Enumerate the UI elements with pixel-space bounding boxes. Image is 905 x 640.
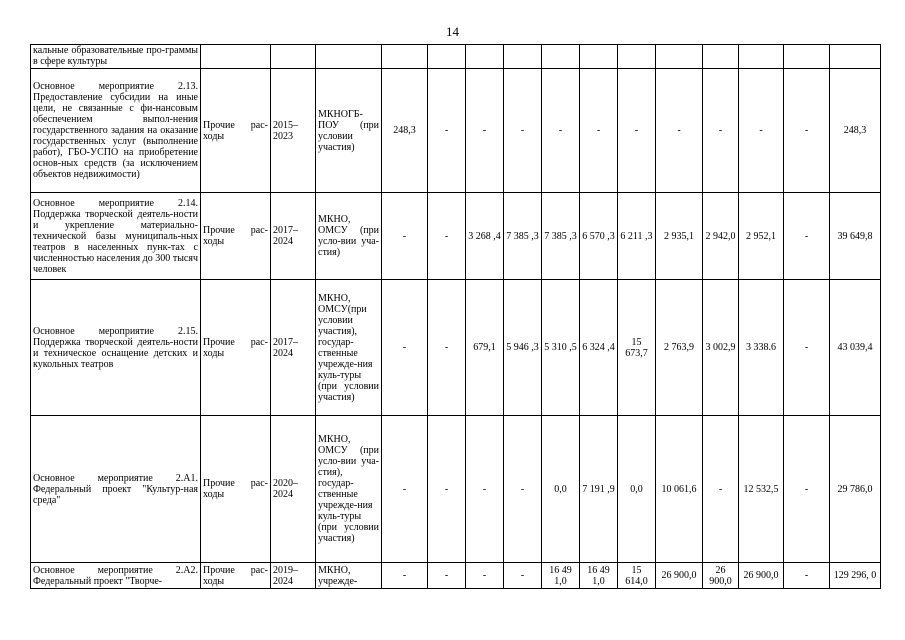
executor xyxy=(316,45,382,69)
value-cell: - xyxy=(382,563,428,589)
executor: МКНО, учрежде- xyxy=(316,563,382,589)
program-table xyxy=(30,44,881,589)
executor: МКНО, ОМСУ (при усло-вии уча-стия), государ-ственные учрежде-ния куль-туры (при условии участия) xyxy=(316,416,382,563)
total-cell: 29 786,0 xyxy=(830,416,881,563)
value-cell: - xyxy=(428,193,466,280)
years: 2017–2024 xyxy=(271,280,316,416)
value-cell: 7 191 ,9 xyxy=(580,416,618,563)
value-cell: 2 952,1 xyxy=(739,193,784,280)
value-cell xyxy=(784,45,830,69)
value-cell: - xyxy=(784,563,830,589)
value-cell: 3 268 ,4 xyxy=(466,193,504,280)
total-cell: 43 039,4 xyxy=(830,280,881,416)
executor: МКНО, ОМСУ (при усло-вии уча-стия) xyxy=(316,193,382,280)
expense-kind: Прочие рас-ходы xyxy=(201,416,271,563)
value-cell xyxy=(580,45,618,69)
value-cell xyxy=(542,45,580,69)
value-cell: - xyxy=(784,280,830,416)
value-cell: 6 324 ,4 xyxy=(580,280,618,416)
value-cell: - xyxy=(703,69,739,193)
value-cell: 3 338.6 xyxy=(739,280,784,416)
measure-description: Основное мероприятие 2.13. Предоставление субсидии на иные цели, не связанные с фи-нансовым обеспечением выпол-нения государственного задания на оказание государственных услуг (выполнение работ), ГБО-УСПО на приобретение основ-ных средств (за исключением объектов недвижимости) xyxy=(31,69,201,193)
value-cell: - xyxy=(784,416,830,563)
table-row xyxy=(31,45,881,69)
value-cell: 26 900,0 xyxy=(739,563,784,589)
value-cell: 26 900,0 xyxy=(656,563,703,589)
value-cell: - xyxy=(703,416,739,563)
value-cell: 679,1 xyxy=(466,280,504,416)
expense-kind: Прочие рас-ходы xyxy=(201,193,271,280)
total-cell: 39 649,8 xyxy=(830,193,881,280)
value-cell: - xyxy=(504,69,542,193)
value-cell xyxy=(656,45,703,69)
value-cell xyxy=(382,45,428,69)
value-cell: 5 946 ,3 xyxy=(504,280,542,416)
table-row xyxy=(31,193,881,280)
value-cell: - xyxy=(382,416,428,563)
value-cell: - xyxy=(428,69,466,193)
total-cell: 248,3 xyxy=(830,69,881,193)
value-cell: 10 061,6 xyxy=(656,416,703,563)
table-row xyxy=(31,280,881,416)
value-cell: - xyxy=(739,69,784,193)
years: 2020–2024 xyxy=(271,416,316,563)
value-cell: 3 002,9 xyxy=(703,280,739,416)
years: 2019–2024 xyxy=(271,563,316,589)
value-cell: - xyxy=(428,416,466,563)
measure-description: Основное мероприятие 2.А1. Федеральный проект "Культур-ная среда" xyxy=(31,416,201,563)
value-cell: - xyxy=(542,69,580,193)
value-cell: 5 310 ,5 xyxy=(542,280,580,416)
value-cell xyxy=(466,45,504,69)
executor: МКНО, ОМСУ(при условии участия), государ-ственные учрежде-ния куль-туры (при условии участия) xyxy=(316,280,382,416)
expense-kind xyxy=(201,45,271,69)
expense-kind: Прочие рас-ходы xyxy=(201,280,271,416)
value-cell xyxy=(739,45,784,69)
expense-kind: Прочие рас-ходы xyxy=(201,69,271,193)
value-cell: 6 570 ,3 xyxy=(580,193,618,280)
value-cell: 7 385 ,3 xyxy=(504,193,542,280)
value-cell: - xyxy=(382,280,428,416)
value-cell xyxy=(618,45,656,69)
value-cell xyxy=(703,45,739,69)
value-cell: 7 385 ,3 xyxy=(542,193,580,280)
value-cell: 2 935,1 xyxy=(656,193,703,280)
value-cell: - xyxy=(466,69,504,193)
value-cell: - xyxy=(382,193,428,280)
value-cell: 0,0 xyxy=(542,416,580,563)
value-cell: - xyxy=(784,69,830,193)
value-cell: 6 211 ,3 xyxy=(618,193,656,280)
years xyxy=(271,45,316,69)
value-cell: - xyxy=(618,69,656,193)
value-cell: 16 49 1,0 xyxy=(542,563,580,589)
total-cell xyxy=(830,45,881,69)
value-cell: - xyxy=(656,69,703,193)
value-cell: 12 532,5 xyxy=(739,416,784,563)
value-cell: - xyxy=(504,563,542,589)
expense-kind: Прочие рас-ходы xyxy=(201,563,271,589)
value-cell: - xyxy=(580,69,618,193)
table-row xyxy=(31,69,881,193)
value-cell: 2 763,9 xyxy=(656,280,703,416)
value-cell: - xyxy=(466,563,504,589)
measure-description: Основное мероприятие 2.15. Поддержка творческой деятель-ности и техническое оснащение детских и кукольных театров xyxy=(31,280,201,416)
value-cell: 16 49 1,0 xyxy=(580,563,618,589)
page-number: 14 xyxy=(446,24,459,39)
value-cell: - xyxy=(784,193,830,280)
value-cell: 2 942,0 xyxy=(703,193,739,280)
value-cell: 248,3 xyxy=(382,69,428,193)
executor: МКНОГБ-ПОУ (при условии участия) xyxy=(316,69,382,193)
value-cell: 0,0 xyxy=(618,416,656,563)
table-row xyxy=(31,416,881,563)
years: 2015–2023 xyxy=(271,69,316,193)
value-cell: 15 614,0 xyxy=(618,563,656,589)
value-cell: 15 673,7 xyxy=(618,280,656,416)
measure-description: Основное мероприятие 2.А2. Федеральный проект "Творче- xyxy=(31,563,201,589)
value-cell: - xyxy=(504,416,542,563)
years: 2017–2024 xyxy=(271,193,316,280)
value-cell xyxy=(504,45,542,69)
value-cell: 26 900,0 xyxy=(703,563,739,589)
total-cell: 129 296, 0 xyxy=(830,563,881,589)
measure-description: кальные образовательные про-граммы в сфере культуры xyxy=(31,45,201,69)
table-row xyxy=(31,563,881,589)
value-cell: - xyxy=(428,280,466,416)
value-cell: - xyxy=(428,563,466,589)
value-cell: - xyxy=(466,416,504,563)
measure-description: Основное мероприятие 2.14. Поддержка творческой деятель-ности и укрепление материально-технической базы муниципаль-ных театров в населенных пунк-тах с численностью населения до 300 тысяч человек xyxy=(31,193,201,280)
value-cell xyxy=(428,45,466,69)
